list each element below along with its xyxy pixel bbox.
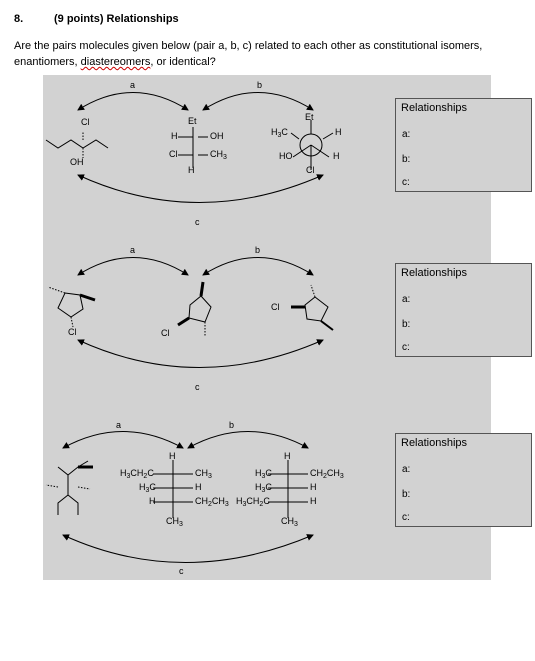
fischer2-top: H bbox=[169, 451, 176, 461]
relationship-c: c: bbox=[402, 512, 410, 523]
pair-label-b: b bbox=[229, 420, 235, 430]
relationships-box-1[interactable] bbox=[395, 98, 532, 192]
pair-label-c: c bbox=[195, 382, 200, 392]
relationship-a: a: bbox=[402, 129, 411, 140]
fischer2-r3-right: $CH_2CH_3$ bbox=[195, 496, 229, 508]
pair-label-b: b bbox=[255, 245, 261, 255]
relationships-title: Relationships bbox=[401, 267, 468, 279]
newman-left: $H_3C$ bbox=[271, 127, 288, 139]
relationship-b: b: bbox=[402, 319, 411, 330]
spellcheck-word: diastereomers bbox=[80, 56, 151, 68]
arrow-pair-a-3 bbox=[63, 432, 183, 449]
relationship-c: c: bbox=[402, 342, 410, 353]
fischer2-r2-right: H bbox=[195, 482, 202, 492]
pair-label-b: b bbox=[257, 80, 263, 90]
fischer1-left-upper: H bbox=[171, 131, 178, 141]
question-title: (9 points) Relationships bbox=[54, 13, 179, 25]
fischer1-right-upper: OH bbox=[210, 131, 224, 141]
arrow-pair-c-2 bbox=[78, 340, 323, 368]
pair-label-c: c bbox=[179, 566, 184, 576]
fischer2-r1-right: $CH_3$ bbox=[195, 468, 212, 480]
mol2c-cl: Cl bbox=[271, 302, 280, 312]
question-figure bbox=[43, 75, 491, 580]
fischer3-bottom: $CH_3$ bbox=[281, 516, 298, 528]
newman-lower-right: H bbox=[333, 151, 340, 161]
fischer3-r2-right: H bbox=[310, 482, 317, 492]
fischer1-top: Et bbox=[188, 116, 197, 126]
arrow-pair-b-2 bbox=[203, 258, 313, 276]
arrow-pair-c-1 bbox=[78, 175, 323, 203]
question-number: 8. bbox=[14, 13, 24, 25]
fischer1-left-lower: Cl bbox=[169, 149, 178, 159]
relationship-c: c: bbox=[402, 177, 410, 188]
newman-bottom: Cl bbox=[306, 165, 315, 175]
relationships-box-3[interactable] bbox=[395, 433, 532, 527]
pair-label-a: a bbox=[130, 245, 136, 255]
relationship-b: b: bbox=[402, 489, 411, 500]
relationships-box-2[interactable] bbox=[395, 263, 532, 357]
arrow-pair-a-1 bbox=[78, 93, 188, 111]
fischer2-r3-left: H bbox=[149, 496, 156, 506]
pair-label-a: a bbox=[130, 80, 136, 90]
arrow-pair-b-3 bbox=[188, 432, 308, 449]
question-header bbox=[14, 13, 179, 25]
fischer3-r3-right: H bbox=[310, 496, 317, 506]
arrow-pair-c-3 bbox=[63, 535, 313, 563]
fischer3-r2-left: $H_3C$ bbox=[255, 482, 272, 494]
fischer3-r1-left: $H_3C$ bbox=[255, 468, 272, 480]
fischer3-r3-left: $H_3CH_2C$ bbox=[236, 496, 270, 508]
question-text: Are the pairs molecules given below (pair a, b, c) related to each other as constitutional isomers, enantiomers, diastereomers, or identical? bbox=[14, 40, 483, 68]
relationships-title: Relationships bbox=[401, 102, 468, 114]
mol2a-cl: Cl bbox=[68, 327, 77, 337]
pair-label-a: a bbox=[116, 420, 122, 430]
relationship-a: a: bbox=[402, 294, 411, 305]
relationship-a: a: bbox=[402, 464, 411, 475]
newman-top: Et bbox=[305, 112, 314, 122]
relationship-b: b: bbox=[402, 154, 411, 165]
fischer2-bottom: $CH_3$ bbox=[166, 516, 183, 528]
fischer1-right-lower: $CH_3$ bbox=[210, 149, 227, 161]
mol2b-cl: Cl bbox=[161, 328, 170, 338]
arrow-pair-b-1 bbox=[203, 93, 313, 111]
mol1-oh: OH bbox=[70, 157, 84, 167]
newman-upper-right: H bbox=[335, 127, 342, 137]
mol1-cl: Cl bbox=[81, 117, 90, 127]
fischer2-r2-left: $H_3C$ bbox=[139, 482, 156, 494]
relationships-title: Relationships bbox=[401, 437, 468, 449]
fischer3-r1-right: $CH_2CH_3$ bbox=[310, 468, 344, 480]
arrow-pair-a-2 bbox=[78, 258, 188, 276]
fischer2-r1-left: $H_3CH_2C$ bbox=[120, 468, 154, 480]
newman-lower-left: HO bbox=[279, 151, 293, 161]
fischer3-top: H bbox=[284, 451, 291, 461]
fischer1-bottom: H bbox=[188, 165, 195, 175]
pair-label-c: c bbox=[195, 217, 200, 227]
